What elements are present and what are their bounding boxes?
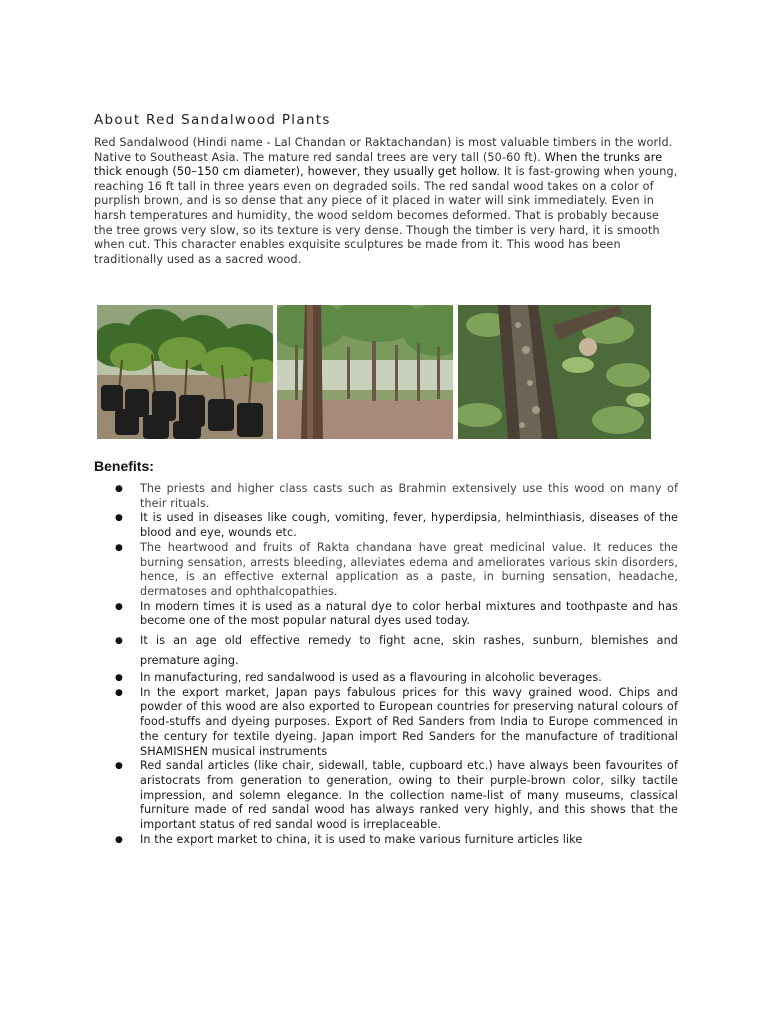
intro-paragraph <box>94 136 680 267</box>
bullet-icon: ● <box>115 636 123 647</box>
benefits-list <box>114 482 678 847</box>
bullet-icon: ● <box>115 673 123 684</box>
list-item-text: In the export market to china, it is used to make various furniture articles like <box>140 832 583 846</box>
intro-text-3: It is fast-growing when young, reaching 16 ft tall in three years even on degraded soils. The red sandal wood takes on a color of purplish brown, and is so dense that any piece of it placed in water will sink immediately. Even in harsh temperatures and humidity, the wood seldom becomes deformed. That is probably because the tree grows very slow, so its texture is very dense. Though the timber is very hard, it is smooth when cut. This character enables exquisite sculptures be made from it. This wood has been traditionally used as a sacred wood. <box>94 165 678 266</box>
bullet-icon: ● <box>115 761 123 772</box>
list-item <box>114 482 678 511</box>
list-item <box>114 671 678 686</box>
bullet-icon: ● <box>115 601 123 612</box>
bullet-icon: ● <box>115 484 123 494</box>
intro-text-1: Red Sandalwood (Hindi name - Lal Chandan or Raktachandan) is most valuable timbers in the world. Native to Southeast Asia. The mature red sandal trees are very tall (50-60 ft). <box>94 136 673 164</box>
list-item <box>114 511 678 540</box>
intro-text-2: When the trunks are thick enough (50–150 cm diameter), however, they usually get hollow. <box>94 150 663 179</box>
list-item-text: It is an age old effective remedy to fight acne, skin rashes, sunburn, blemishes and premature aging. <box>140 634 678 668</box>
benefits-heading: Benefits: <box>94 458 154 474</box>
nursery-saplings-photo <box>97 305 273 439</box>
list-item <box>114 686 678 760</box>
list-item <box>114 759 678 833</box>
bullet-icon: ● <box>115 542 123 553</box>
list-item <box>114 541 678 600</box>
bark-and-leaves-photo <box>458 305 651 439</box>
bullet-icon: ● <box>115 513 123 524</box>
list-item-text: It is used in diseases like cough, vomiting, fever, hyperdipsia, helminthiasis, diseases of the blood and eye, wounds etc. <box>140 511 678 540</box>
list-item-text: The heartwood and fruits of Rakta chandana have great medicinal value. It reduces the burning sensation, arrests bleeding, alleviates edema and ameliorates various skin disorders, hence, is an effective external application as a paste, in burning sensation, headache, dermatoses and ophthalcopathies. <box>140 540 678 598</box>
list-item-text: In the export market, Japan pays fabulous prices for this wavy grained wood. Chips and powder of this wood are also exported to European countries for preserving natural colours of food-stuffs and dyeing purposes. Export of Red Sanders from India to Europe commenced in the century for textile dyeing. Japan import Red Sanders for the manufacture of traditional SHAMISHEN musical instruments <box>140 685 678 758</box>
list-item-text: In manufacturing, red sandalwood is used as a flavouring in alcoholic beverages. <box>140 671 602 685</box>
document-title: About Red Sandalwood Plants <box>94 112 331 128</box>
list-item-text: In modern times it is used as a natural dye to color herbal mixtures and toothpaste and has become one of the most popular natural dyes used today. <box>140 599 678 628</box>
bullet-icon: ● <box>115 834 123 845</box>
list-item <box>114 631 678 671</box>
plantation-trunks-photo <box>277 305 453 439</box>
list-item-text: The priests and higher class casts such as Brahmin extensively use this wood on many of their rituals. <box>140 482 678 510</box>
list-item <box>114 833 678 848</box>
bullet-icon: ● <box>115 687 123 698</box>
list-item-text: Red sandal articles (like chair, sidewall, table, cupboard etc.) have always been favourites of aristocrats from generation to generation, owing to their purple-brown color, silky tactile impression, and solemn elegance. In the collection name-list of many museums, classical furniture made of red sandal wood has always ranked very highly, and this shows that the important status of red sandal wood is irreplaceable. <box>140 759 678 832</box>
photo-strip <box>97 305 657 439</box>
list-item <box>114 600 678 629</box>
